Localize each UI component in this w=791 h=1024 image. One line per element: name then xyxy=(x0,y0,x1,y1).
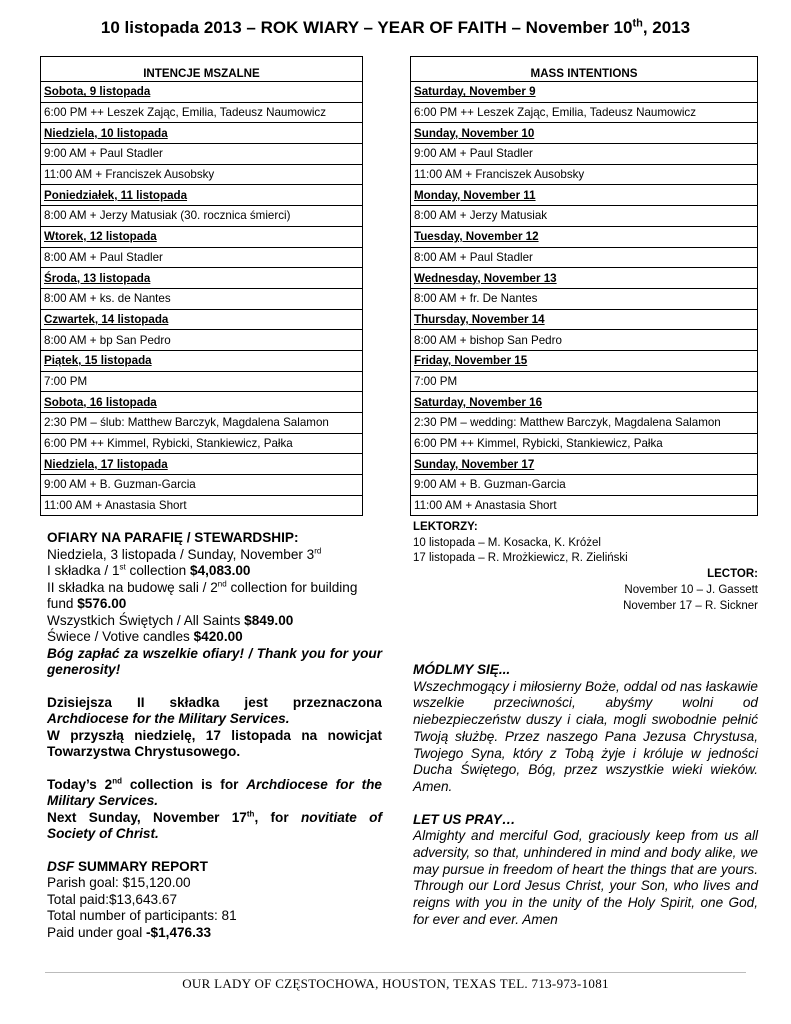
mass-intention: 2:30 PM – wedding: Matthew Barczyk, Magdalena Salamon xyxy=(411,413,758,434)
day-heading: Wednesday, November 13 xyxy=(411,268,758,289)
day-heading: Wtorek, 12 listopada xyxy=(41,226,363,247)
mass-intention: 8:00 AM + ks. de Nantes xyxy=(41,288,363,309)
day-heading: Monday, November 11 xyxy=(411,185,758,206)
prayer-text-polish: Wszechmogący i miłosierny Boże, oddal od nas łaskawie wszelkie przeciwności, abyśmy wolni od niebezpieczeństw duszy i ciała, mogli swobodnie pełnić Twoją służbę. Przez naszego Pana Jezusa Chrystusa, Twojego Syna, który z Tobą żyje i króluje w jedności Ducha Świętego, Bóg, przez wszystkie wieki wieków. Amen. xyxy=(413,678,758,794)
table-header: INTENCJE MSZALNE xyxy=(41,57,363,82)
table-header: MASS INTENTIONS xyxy=(411,57,758,82)
mass-intention: 8:00 AM + Jerzy Matusiak xyxy=(411,206,758,227)
mass-intention: 7:00 PM xyxy=(411,371,758,392)
table-row xyxy=(411,247,758,268)
mass-intention: 11:00 AM + Anastasia Short xyxy=(41,495,363,516)
next-sunday-english: Next Sunday, November 17th, for novitiate of Society of Christ. xyxy=(47,808,383,841)
votive-candles-collection: Świece / Votive candles $420.00 xyxy=(47,629,243,644)
stewardship-section xyxy=(47,530,382,941)
table-row xyxy=(411,102,758,123)
footer: OUR LADY OF CZĘSTOCHOWA, HOUSTON, TEXAS TEL. 713-973-1081 xyxy=(182,976,609,991)
day-heading: Piątek, 15 listopada xyxy=(41,350,363,371)
table-row xyxy=(411,330,758,351)
table-row xyxy=(41,371,363,392)
day-heading: Niedziela, 17 listopada xyxy=(41,454,363,475)
prayer-text-english: Almighty and merciful God, graciously keep from us all adversity, so that, unhindered in mind and body alike, we may pursue in freedom of heart the things that are yours. Through our Lord Jesus Christ, your Son, who lives and reigns with you in the unity of the Holy Spirit, one God, for ever and ever. Amen xyxy=(413,828,758,927)
table-row xyxy=(41,206,363,227)
dsf-under-goal: Paid under goal -$1,476.33 xyxy=(47,924,212,940)
lektorzy-line: 10 listopada – M. Kosacka, K. Króżel xyxy=(413,536,601,549)
day-heading: Niedziela, 10 listopada xyxy=(41,123,363,144)
mass-intentions-polish-table xyxy=(40,56,363,516)
table-row xyxy=(41,226,363,247)
mass-intention: 6:00 PM ++ Kimmel, Rybicki, Stankiewicz, Pałka xyxy=(41,433,363,454)
second-collection-english: Today’s 2nd collection is for Archdiocese for the Military Services. xyxy=(47,775,382,808)
table-row xyxy=(41,413,363,434)
day-heading: Saturday, November 16 xyxy=(411,392,758,413)
day-heading: Thursday, November 14 xyxy=(411,309,758,330)
mass-intention: 9:00 AM + Paul Stadler xyxy=(41,144,363,165)
mass-intention: 11:00 AM + Anastasia Short xyxy=(411,495,758,516)
table-row xyxy=(41,164,363,185)
mass-intention: 8:00 AM + bp San Pedro xyxy=(41,330,363,351)
table-row xyxy=(41,144,363,165)
day-heading: Sobota, 9 listopada xyxy=(41,82,363,103)
table-row xyxy=(411,164,758,185)
table-row xyxy=(411,123,758,144)
mass-intention: 6:00 PM ++ Leszek Zając, Emilia, Tadeusz Naumowicz xyxy=(411,102,758,123)
table-row xyxy=(41,495,363,516)
table-row xyxy=(411,268,758,289)
mass-intention: 8:00 AM + Jerzy Matusiak (30. rocznica śmierci) xyxy=(41,206,363,227)
mass-intention: 8:00 AM + Paul Stadler xyxy=(411,247,758,268)
mass-intention: 9:00 AM + B. Guzman-Garcia xyxy=(41,475,363,496)
lektorzy-section xyxy=(413,520,758,567)
mass-intention: 9:00 AM + Paul Stadler xyxy=(411,144,758,165)
day-heading: Sunday, November 17 xyxy=(411,454,758,475)
thank-you-note: Bóg zapłać za wszelkie ofiary! / Thank you for your generosity! xyxy=(47,645,382,677)
table-row xyxy=(411,495,758,516)
table-row xyxy=(41,330,363,351)
table-row xyxy=(411,82,758,103)
mass-intention: 6:00 PM ++ Kimmel, Rybicki, Stankiewicz, Pałka xyxy=(411,433,758,454)
mass-intention: 11:00 AM + Franciszek Ausobsky xyxy=(411,164,758,185)
table-row xyxy=(411,371,758,392)
day-heading: Sobota, 16 listopada xyxy=(41,392,363,413)
dsf-parish-goal: Parish goal: $15,120.00 xyxy=(47,875,191,890)
day-heading: Poniedziałek, 11 listopada xyxy=(41,185,363,206)
table-row xyxy=(411,206,758,227)
lector-line: November 10 – J. Gassett xyxy=(624,584,758,596)
table-row xyxy=(411,309,758,330)
page-title: 10 listopada 2013 – ROK WIARY – YEAR OF FAITH – November 10th, 2013 xyxy=(100,17,691,37)
footer-divider xyxy=(45,972,746,973)
table-row xyxy=(411,185,758,206)
table-row xyxy=(411,433,758,454)
table-row xyxy=(41,454,363,475)
lector-line: November 17 – R. Sickner xyxy=(623,600,758,612)
mass-intention: 7:00 PM xyxy=(41,371,363,392)
mass-intention: 8:00 AM + fr. De Nantes xyxy=(411,288,758,309)
stewardship-heading: OFIARY NA PARAFIĘ / STEWARDSHIP: xyxy=(47,530,299,545)
lektorzy-heading: LEKTORZY: xyxy=(413,521,478,533)
lektorzy-line: 17 listopada – R. Mrożkiewicz, R. Zieliński xyxy=(413,552,628,564)
dsf-total-paid: Total paid:$13,643.67 xyxy=(47,891,178,907)
lector-heading: LECTOR: xyxy=(707,568,758,580)
mass-intention: 2:30 PM – ślub: Matthew Barczyk, Magdalena Salamon xyxy=(41,413,363,434)
table-row xyxy=(411,413,758,434)
first-collection: I składka / 1st collection $4,083.00 xyxy=(47,562,251,578)
table-row xyxy=(41,309,363,330)
mass-intention: 9:00 AM + B. Guzman-Garcia xyxy=(411,475,758,496)
second-collection-polish: Dzisiejsza II składka jest przeznaczona Archdiocese for the Military Services. xyxy=(47,694,382,726)
mass-intention: 8:00 AM + Paul Stadler xyxy=(41,247,363,268)
day-heading: Saturday, November 9 xyxy=(411,82,758,103)
mass-intention: 6:00 PM ++ Leszek Zając, Emilia, Tadeusz Naumowicz xyxy=(41,102,363,123)
table-row xyxy=(411,350,758,371)
dsf-heading: DSF SUMMARY REPORT xyxy=(47,858,208,874)
day-heading: Friday, November 15 xyxy=(411,350,758,371)
stewardship-date: Niedziela, 3 listopada / Sunday, November 3rd xyxy=(47,545,322,562)
prayer-section xyxy=(413,662,758,929)
table-row xyxy=(411,288,758,309)
table-row xyxy=(41,350,363,371)
table-row xyxy=(411,475,758,496)
table-row xyxy=(411,144,758,165)
day-heading: Czwartek, 14 listopada xyxy=(41,309,363,330)
table-row xyxy=(411,454,758,475)
table-row xyxy=(41,82,363,103)
table-row xyxy=(41,102,363,123)
table-row xyxy=(41,123,363,144)
mass-intention: 11:00 AM + Franciszek Ausobsky xyxy=(41,164,363,185)
table-row xyxy=(41,247,363,268)
next-sunday-polish: W przyszłą niedzielę, 17 listopada na nowicjat Towarzystwa Chrystusowego. xyxy=(47,727,382,759)
table-row xyxy=(41,433,363,454)
all-saints-collection: Wszystkich Świętych / All Saints $849.00 xyxy=(47,612,294,628)
day-heading: Środa, 13 listopada xyxy=(41,268,363,289)
table-row xyxy=(41,392,363,413)
table-row xyxy=(41,185,363,206)
table-row xyxy=(411,226,758,247)
table-row xyxy=(411,392,758,413)
day-heading: Sunday, November 10 xyxy=(411,123,758,144)
table-row xyxy=(41,475,363,496)
table-row xyxy=(41,288,363,309)
day-heading: Tuesday, November 12 xyxy=(411,226,758,247)
lector-section xyxy=(413,566,758,614)
prayer-heading-english: LET US PRAY… xyxy=(413,811,516,827)
second-collection: II składka na budowę sali / 2nd collection for building fund $576.00 xyxy=(47,578,358,611)
mass-intentions-english-table xyxy=(410,56,758,516)
mass-intention: 8:00 AM + bishop San Pedro xyxy=(411,330,758,351)
table-row xyxy=(41,268,363,289)
prayer-heading-polish: MÓDLMY SIĘ... xyxy=(413,662,511,677)
dsf-participants: Total number of participants: 81 xyxy=(47,908,237,923)
